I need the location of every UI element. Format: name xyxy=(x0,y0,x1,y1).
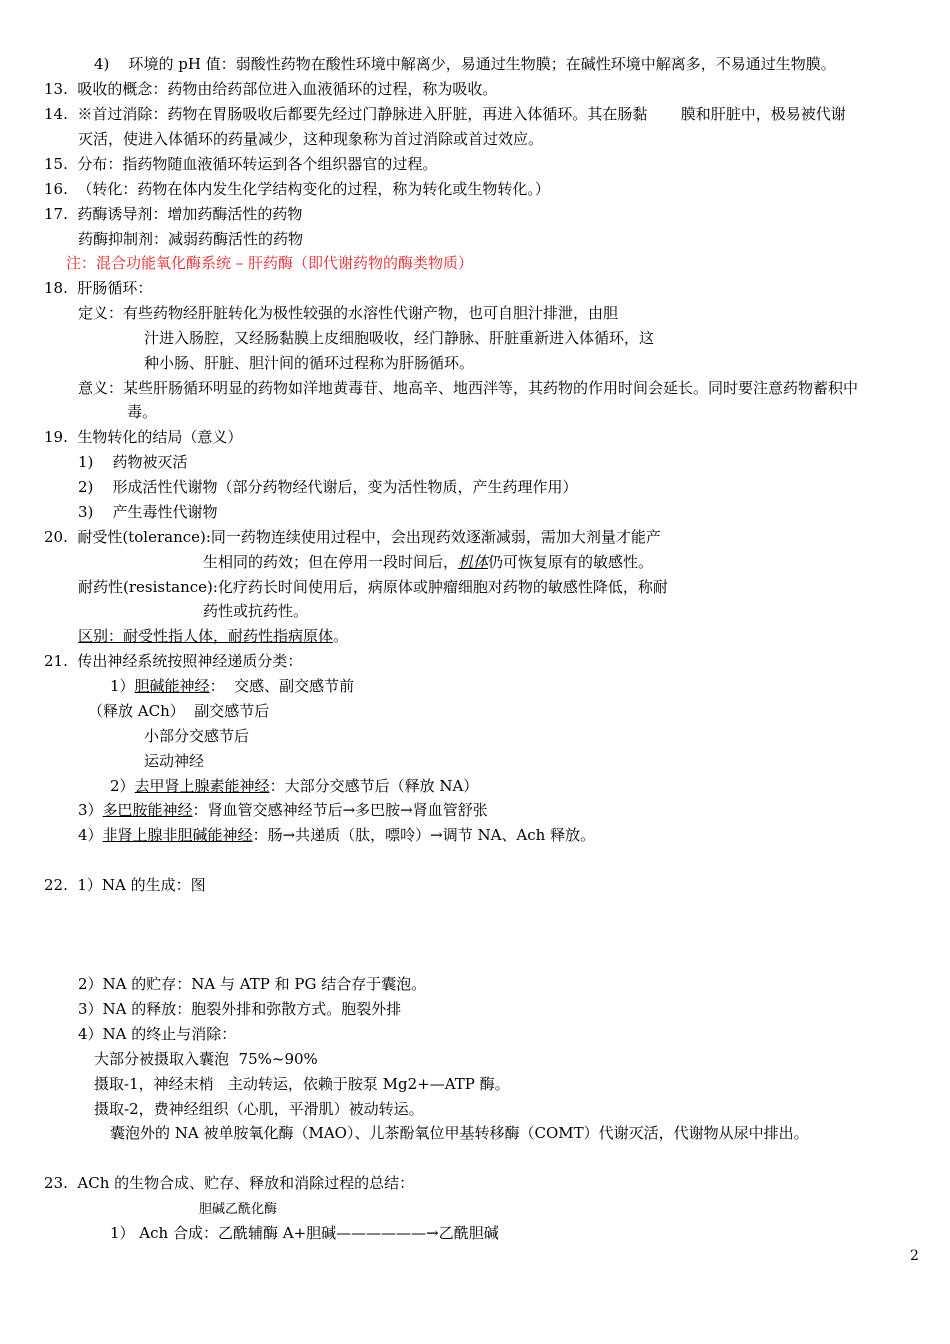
sub-item: 2）NA 的贮存：NA 与 ATP 和 PG 结合存于囊泡。 xyxy=(78,975,427,993)
sub-item: 1) 药物被灭活 xyxy=(78,453,188,471)
text-line: 摄取-1，神经末梢 主动转运，依赖于胺泵 Mg2+—ATP 酶。 xyxy=(94,1075,510,1093)
list-item-13: 13. 吸收的概念：药物由给药部位进入血液循环的过程，称为吸收。 xyxy=(44,80,498,98)
sub-item xyxy=(110,774,478,799)
enzyme-label: 胆碱乙酰化酶 xyxy=(199,1202,278,1217)
list-item-21: 21. 传出神经系统按照神经递质分类： xyxy=(44,652,303,670)
sub-item: 1） Ach 合成：乙酰辅酶 A+胆碱——————→乙酰胆碱 xyxy=(110,1224,499,1242)
text-line xyxy=(78,624,348,649)
text-line: 意义：某些肝肠循环明显的药物如洋地黄毒苷、地高辛、地西泮等，其药物的作用时间会延长。同时要注意药物蓄积中 xyxy=(78,379,859,397)
text-line: 小部分交感节后 xyxy=(144,727,250,745)
text-line: 灭活，使进入体循环的药量减少，这种现象称为首过消除或首过效应。 xyxy=(78,130,544,148)
text-segment: 仍可恢复原有的敏感性。 xyxy=(488,553,654,571)
text-line: 囊泡外的 NA 被单胺氧化酶（MAO）、儿茶酚氧位甲基转移酶（COMT）代谢灭活，代谢物从尿中排出。 xyxy=(110,1124,809,1142)
sub-item xyxy=(78,823,595,848)
text-line: 汁进入肠腔，又经肠黏膜上皮细胞吸收，经门静脉、肝脏重新进入体循环，这 xyxy=(144,329,655,347)
text-segment: ： 交感、副交感节前 xyxy=(209,677,355,695)
sub-item xyxy=(78,798,488,823)
text-segment: 4） xyxy=(78,826,103,844)
list-item-16: 16. （转化：药物在体内发生化学结构变化的过程，称为转化或生物转化。） xyxy=(44,180,550,198)
underlined-term: 去甲肾上腺素能神经 xyxy=(134,777,270,795)
page-number: 2 xyxy=(910,1248,919,1264)
text-segment: ：肠→共递质（肽，嘌呤）→调节 NA、Ach 释放。 xyxy=(252,826,596,844)
sub-item: 3) 产生毒性代谢物 xyxy=(78,503,218,521)
sub-item: 2) 形成活性代谢物（部分药物经代谢后，变为活性物质，产生药理作用） xyxy=(78,478,578,496)
list-item-19: 19. 生物转化的结局（意义） xyxy=(44,428,243,446)
text-segment: 3） xyxy=(78,801,103,819)
list-item-18: 18. 肝肠循环： xyxy=(44,279,153,297)
list-item-14: 14. ※首过消除：药物在胃肠吸收后都要先经过门静脉进入肝脏，再进入体循环。其在肠黏 膜和肝脏中，极易被代谢 xyxy=(44,105,846,123)
list-item-15: 15. 分布：指药物随血液循环转运到各个组织器官的过程。 xyxy=(44,155,438,173)
text-line: 定义：有些药物经肝脏转化为极性较强的水溶性代谢产物，也可自胆汁排泄，由胆 xyxy=(78,304,619,322)
text-line xyxy=(203,550,653,575)
underlined-term: 非肾上腺非胆碱能神经 xyxy=(102,826,253,844)
underlined-term: 多巴胺能神经 xyxy=(102,801,193,819)
text-segment: 。 xyxy=(333,627,349,645)
text-segment: ：肾血管交感神经节后→多巴胺→肾血管舒张 xyxy=(192,801,488,819)
sub-item xyxy=(110,674,354,699)
list-item-20: 20. 耐受性(tolerance):同一药物连续使用过程中，会出现药效逐渐减弱，需加大剂量才能产 xyxy=(44,528,661,546)
list-item-17: 17. 药酶诱导剂：增加药酶活性的药物 xyxy=(44,205,303,223)
sub-item: 3）NA 的释放：胞裂外排和弥散方式。胞裂外排 xyxy=(78,1000,402,1018)
underlined-text: 区别：耐受性指人体，耐药性指病原体 xyxy=(78,627,334,645)
text-line: 药酶抑制剂：减弱药酶活性的药物 xyxy=(78,230,304,248)
text-line: 药性或抗药性。 xyxy=(203,602,309,620)
list-item-23: 23. ACh 的生物合成、贮存、释放和消除过程的总结： xyxy=(44,1174,415,1192)
red-note: 注：混合功能氧化酶系统 – 肝药酶（即代谢药物的酶类物质） xyxy=(66,254,474,272)
text-line: 运动神经 xyxy=(144,752,205,770)
text-segment: ：大部分交感节后（释放 NA） xyxy=(269,777,479,795)
sub-item: 4）NA 的终止与消除： xyxy=(78,1025,237,1043)
text-line: 4) 环境的 pH 值：弱酸性药物在酸性环境中解离少，易通过生物膜；在碱性环境中解离多，不易通过生物膜。 xyxy=(94,55,836,73)
list-item-22: 22. 1）NA 的生成：图 xyxy=(44,876,206,894)
underlined-term: 机体 xyxy=(458,553,489,571)
text-line: 大部分被摄取入囊泡 75%~90% xyxy=(94,1050,318,1068)
text-line: 毒。 xyxy=(127,403,158,421)
text-line: （释放 ACh） 副交感节后 xyxy=(88,702,270,720)
text-segment: 生相同的药效；但在停用一段时间后， xyxy=(203,553,459,571)
text-segment: 1） xyxy=(110,677,135,695)
underlined-term: 胆碱能神经 xyxy=(134,677,210,695)
text-line: 耐药性(resistance):化疗药长时间使用后，病原体或肿瘤细胞对药物的敏感性降低，称耐 xyxy=(78,578,668,596)
text-line: 种小肠、肝脏、胆汁间的循环过程称为肝肠循环。 xyxy=(144,354,475,372)
text-line: 摄取-2，费神经组织（心肌，平滑肌）被动转运。 xyxy=(94,1100,424,1118)
text-segment: 2） xyxy=(110,777,135,795)
